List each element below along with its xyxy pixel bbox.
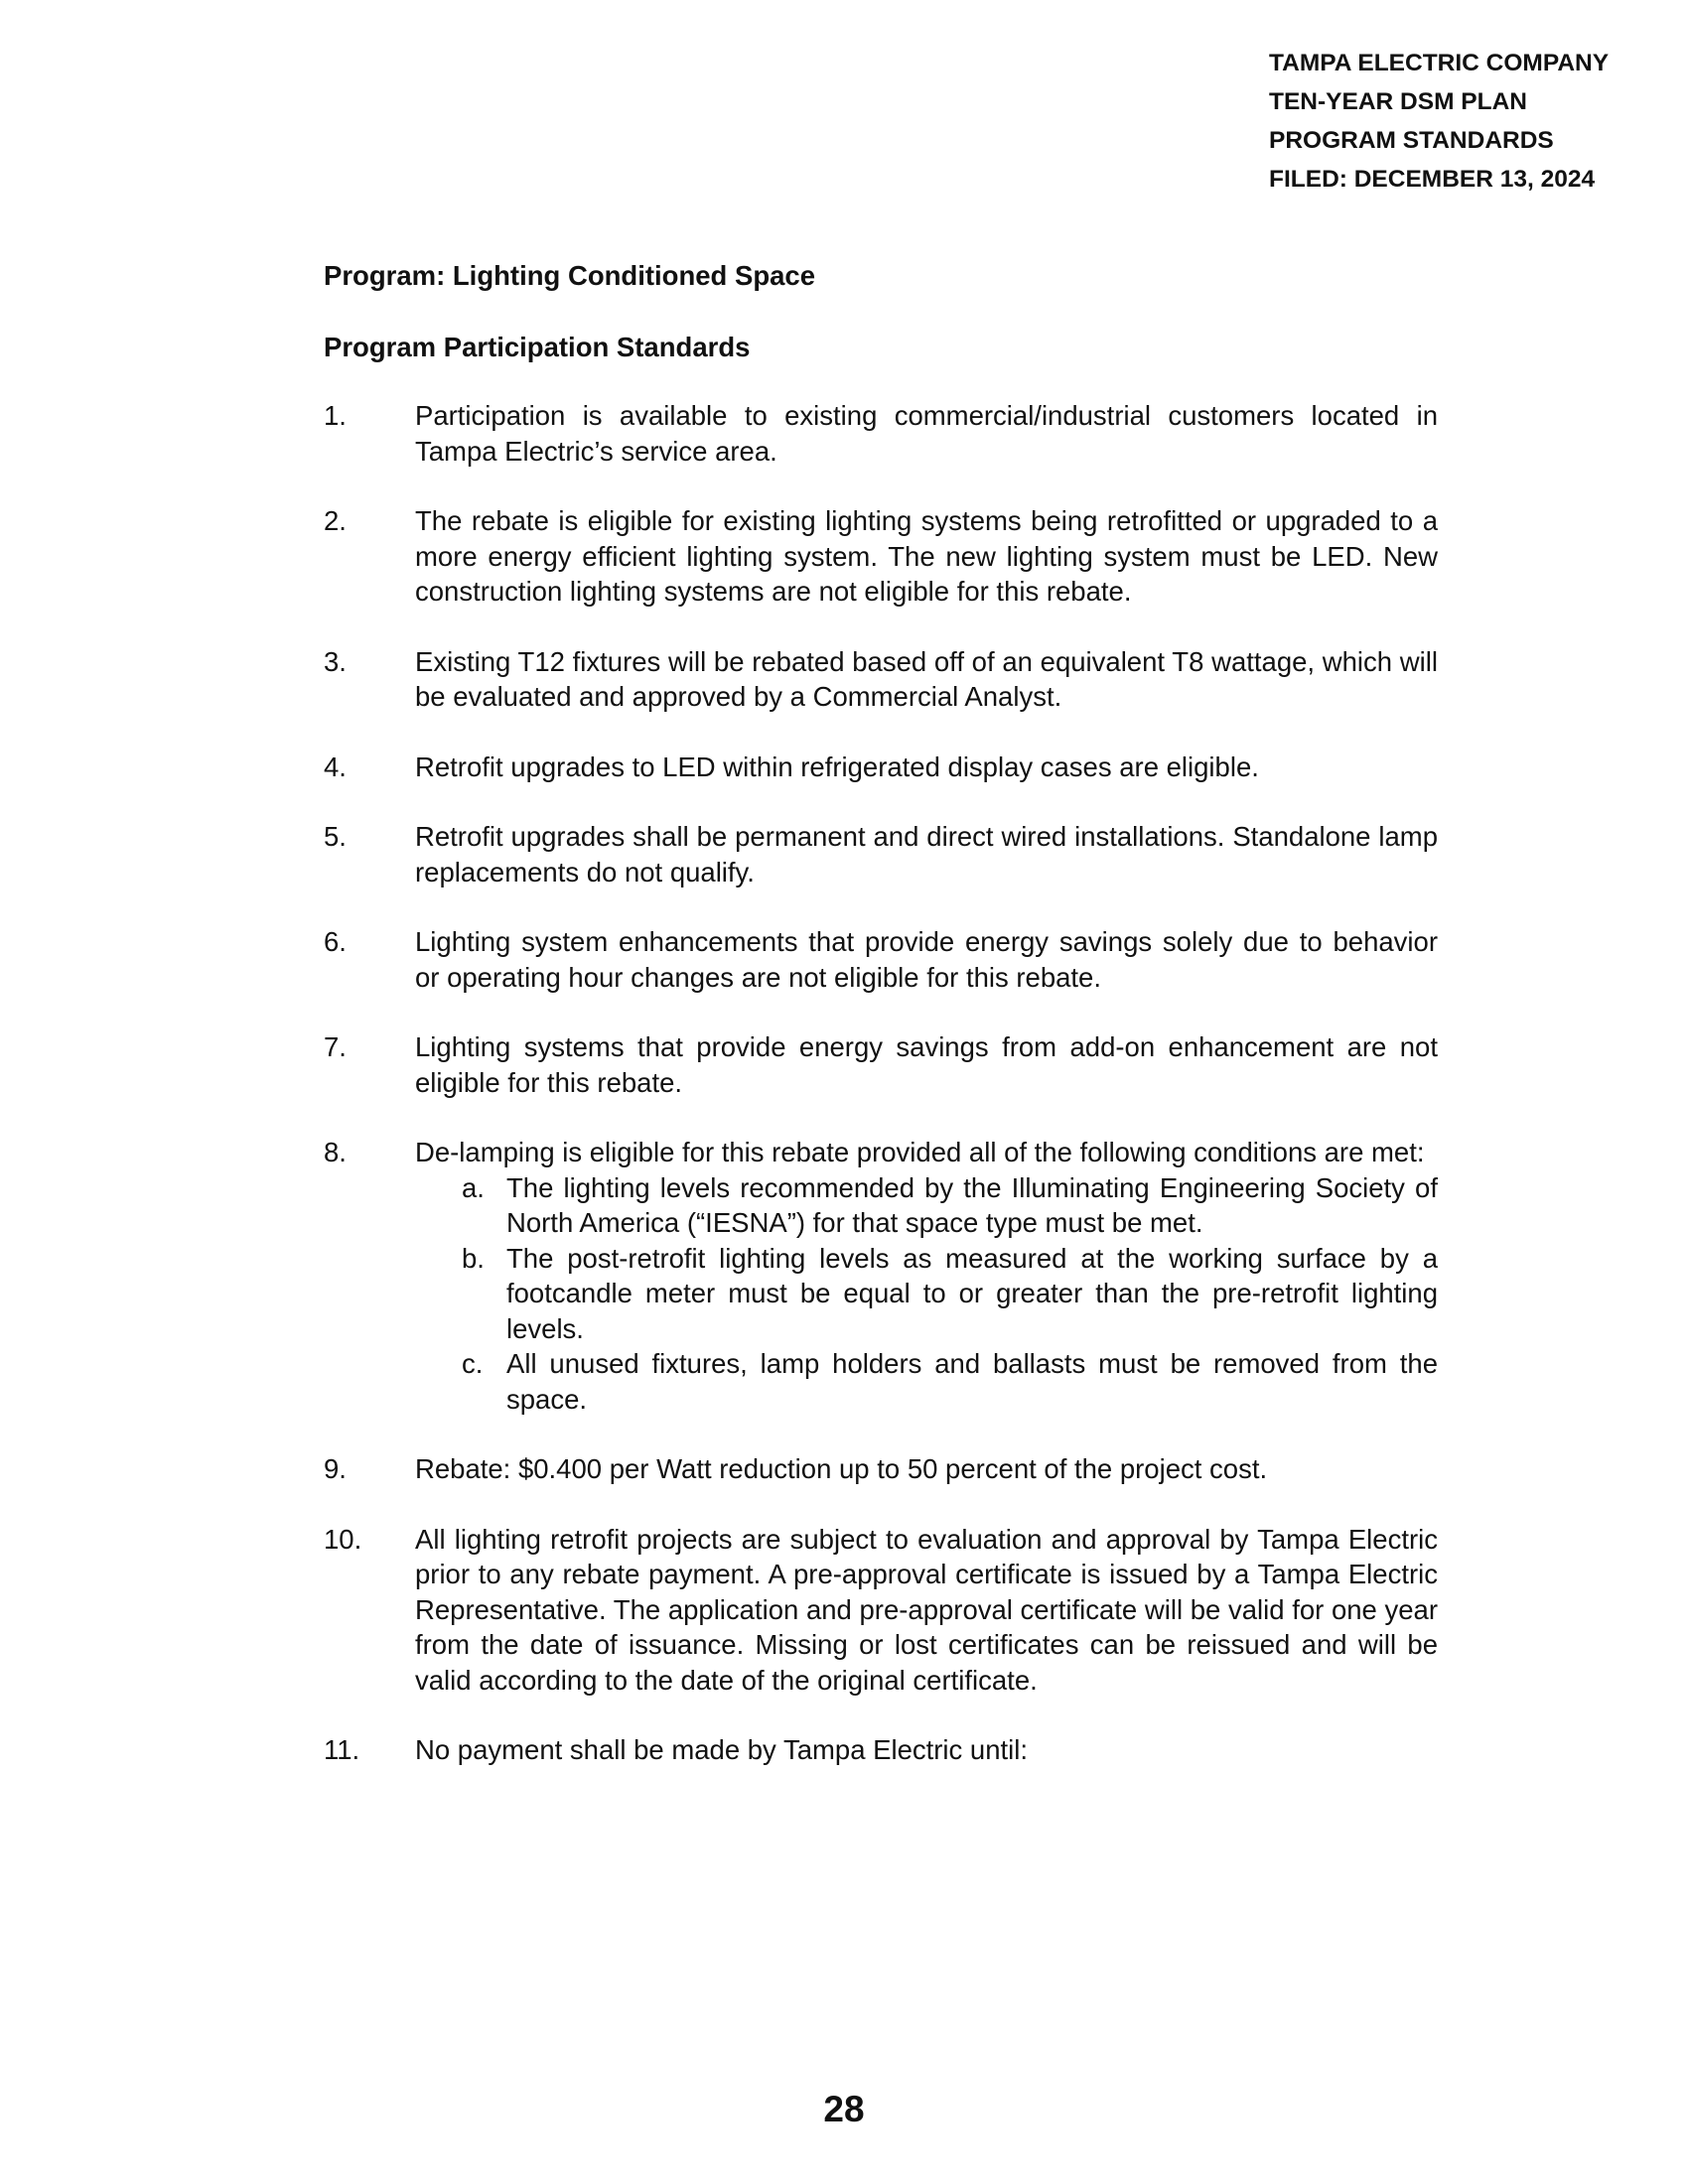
program-title: Program: Lighting Conditioned Space [324, 260, 815, 291]
item-text: No payment shall be made by Tampa Electric until: [415, 1734, 1029, 1765]
header-plan-line: TEN-YEAR DSM PLAN [1269, 88, 1527, 115]
item-text: All lighting retrofit projects are subject to evaluation and approval by Tampa Electric prior to any rebate payment. A pre-approval certificate is issued by a Tampa Electric Representative. The application and pre-approval certificate will be valid for one year from the date of issuance. Missing or lost certificates can be reissued and will be valid according to the date of the original certificate. [415, 1523, 1438, 1696]
item-number: 2. [324, 505, 347, 536]
condition-text: All unused fixtures, lamp holders and ballasts must be removed from the space. [506, 1348, 1438, 1415]
item-text: Existing T12 fixtures will be rebated based off of an equivalent T8 wattage, which will be evaluated and approved by a Commercial Analyst. [415, 645, 1438, 712]
standard-item-9 [324, 1451, 1438, 1487]
item-text: Lighting systems that provide energy savings from add-on enhancement are not eligible for this rebate. [415, 1031, 1438, 1098]
document-body [324, 258, 1438, 1803]
condition-text: The lighting levels recommended by the Illuminating Engineering Society of North America (“IESNA”) for that space type must be met. [506, 1171, 1438, 1238]
item-text: Rebate: $0.400 per Watt reduction up to 50 percent of the project cost. [415, 1453, 1268, 1484]
condition-item-c [415, 1346, 1438, 1417]
item-number: 4. [324, 751, 347, 782]
item-number: 3. [324, 645, 347, 677]
document-header [1269, 44, 1676, 199]
standard-item-3 [324, 644, 1438, 715]
standard-item-10 [324, 1522, 1438, 1699]
standard-item-2 [324, 503, 1438, 610]
page-number: 28 [823, 2089, 865, 2129]
condition-item-a [415, 1170, 1438, 1241]
item-text: Retrofit upgrades shall be permanent and direct wired installations. Standalone lamp replacements do not qualify. [415, 821, 1438, 887]
item-number: 6. [324, 926, 347, 957]
standards-heading: Program Participation Standards [324, 331, 751, 362]
condition-item-b [415, 1241, 1438, 1347]
item-text: Retrofit upgrades to LED within refrigerated display cases are eligible. [415, 751, 1259, 782]
condition-sublist [415, 1170, 1438, 1418]
item-number: 8. [324, 1137, 347, 1167]
condition-letter: a. [462, 1171, 485, 1203]
standard-item-6 [324, 924, 1438, 995]
condition-letter: b. [462, 1242, 485, 1274]
header-company-line: TAMPA ELECTRIC COMPANY [1269, 50, 1610, 76]
condition-text: The post-retrofit lighting levels as measured at the working surface by a footcandle meter must be equal to or greater than the pre-retrofit lighting levels. [506, 1242, 1438, 1344]
item-number: 9. [324, 1453, 347, 1484]
standard-item-5 [324, 819, 1438, 889]
item-number: 1. [324, 400, 347, 431]
standard-item-8 [324, 1135, 1438, 1417]
standard-item-7 [324, 1029, 1438, 1100]
standard-item-4 [324, 750, 1438, 785]
item-number: 10. [324, 1523, 362, 1555]
item-text: The rebate is eligible for existing lighting systems being retrofitted or upgraded to a more energy efficient lighting system. The new lighting system must be LED. New construction lighting systems are not eligible for this rebate. [415, 505, 1438, 607]
header-section-line: PROGRAM STANDARDS [1269, 127, 1554, 154]
standard-item-11 [324, 1732, 1438, 1768]
item-text: De-lamping is eligible for this rebate provided all of the following conditions are met: [415, 1137, 1425, 1167]
item-number: 5. [324, 821, 347, 852]
item-number: 7. [324, 1031, 347, 1062]
item-text: Participation is available to existing commercial/industrial customers located in Tampa Electric’s service area. [415, 400, 1438, 467]
standard-item-1 [324, 398, 1438, 469]
item-text: Lighting system enhancements that provide energy savings solely due to behavior or operating hour changes are not eligible for this rebate. [415, 926, 1438, 993]
item-number: 11. [324, 1734, 360, 1765]
header-filed-date-line: FILED: DECEMBER 13, 2024 [1269, 166, 1596, 193]
condition-letter: c. [462, 1348, 484, 1379]
